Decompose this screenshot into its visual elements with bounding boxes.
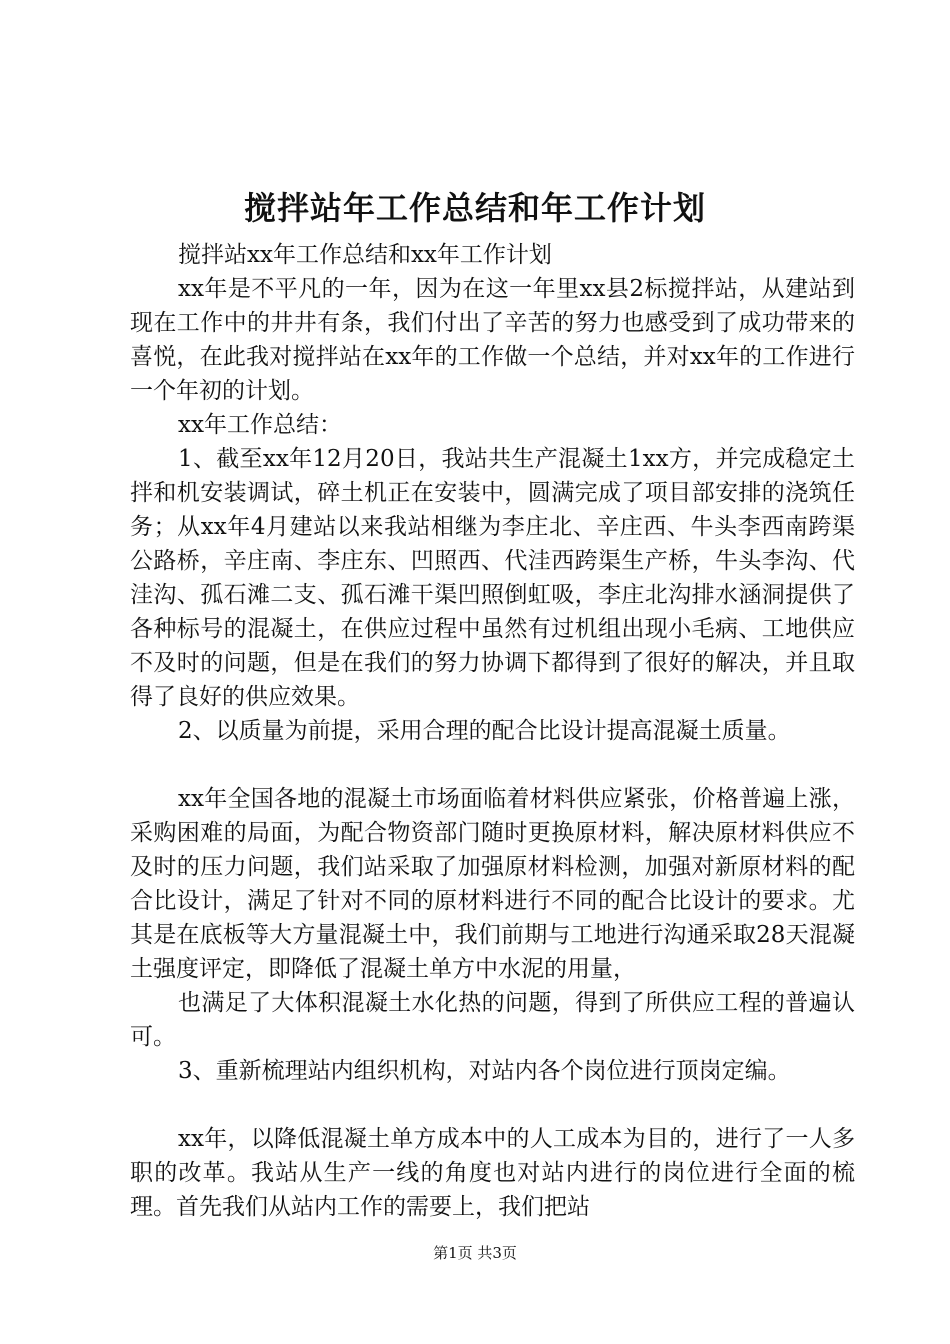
document-body bbox=[130, 238, 855, 1224]
paragraph-materials: xx年全国各地的混凝土市场面临着材料供应紧张，价格普遍上涨，采购困难的局面，为配合物资部门随时更换原材料，解决原材料供应不及时的压力问题，我们站采取了加强原材料检测，加强对新原材料的配合比设计，满足了针对不同的原材料进行不同的配合比设计的要求。尤其是在底板等大方量混凝土中，我们前期与工地进行沟通采取28天混凝土强度评定，即降低了混凝土单方中水泥的用量， bbox=[130, 786, 855, 982]
paragraph-spacer bbox=[130, 748, 855, 782]
paragraph-intro: xx年是不平凡的一年，因为在这一年里xx县2标搅拌站，从建站到现在工作中的井井有条，我们付出了辛苦的努力也感受到了成功带来的喜悦，在此我对搅拌站在xx年的工作做一个总结，并对xx年的工作进行一个年初的计划。 bbox=[130, 276, 855, 404]
paragraph-summary-heading: xx年工作总结： bbox=[178, 412, 342, 438]
paragraph-item-1: 1、截至xx年12月20日，我站共生产混凝土1xx方，并完成稳定土拌和机安装调试，碎土机正在安装中，圆满完成了项目部安排的浇筑任务；从xx年4月建站以来我站相继为李庄北、辛庄西、牛头李西南跨渠公路桥，辛庄南、李庄东、凹照西、代洼西跨渠生产桥，牛头李沟、代洼沟、孤石滩二支、孤石滩干渠凹照倒虹吸，李庄北沟排水涵洞提供了各种标号的混凝土，在供应过程中虽然有过机组出现小毛病、工地供应不及时的问题，但是在我们的努力协调下都得到了很好的解决，并且取得了良好的供应效果。 bbox=[130, 446, 855, 710]
paragraph-reform: xx年，以降低混凝土单方成本中的人工成本为目的，进行了一人多职的改革。我站从生产一线的角度也对站内进行的岗位进行全面的梳理。首先我们从站内工作的需要上，我们把站 bbox=[130, 1126, 855, 1220]
paragraph-subtitle: 搅拌站xx年工作总结和xx年工作计划 bbox=[178, 242, 552, 268]
paragraph-item-3: 3、重新梳理站内组织机构，对站内各个岗位进行顶岗定编。 bbox=[178, 1058, 791, 1084]
paragraph-materials-continued: 也满足了大体积混凝土水化热的问题，得到了所供应工程的普遍认可。 bbox=[130, 990, 855, 1050]
document-title: 搅拌站年工作总结和年工作计划 bbox=[243, 189, 706, 227]
page-number-footer: 第1页 共3页 bbox=[433, 1244, 517, 1262]
paragraph-spacer bbox=[130, 1088, 855, 1122]
paragraph-item-2: 2、以质量为前提，采用合理的配合比设计提高混凝土质量。 bbox=[178, 718, 791, 744]
